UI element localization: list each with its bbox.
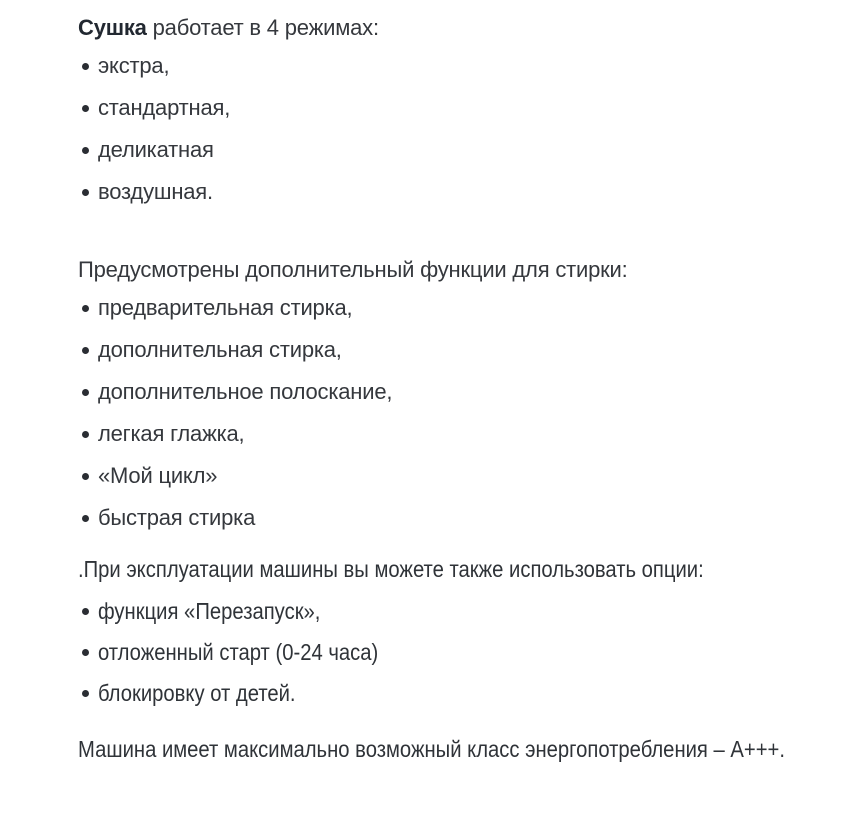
bullet-icon bbox=[82, 473, 89, 480]
wash-functions-heading: Предусмотрены дополнительный функции для стирки: bbox=[78, 257, 628, 282]
list-item bbox=[82, 464, 825, 488]
list-item bbox=[82, 640, 825, 664]
list-item-text: предварительная стирка, bbox=[98, 295, 353, 320]
bullet-icon bbox=[82, 389, 89, 396]
drying-modes-list bbox=[78, 54, 825, 204]
list-item-text: стандартная, bbox=[98, 95, 231, 120]
bullet-icon bbox=[82, 189, 89, 196]
bullet-icon bbox=[82, 649, 89, 656]
list-item bbox=[82, 599, 825, 623]
list-item-text: легкая глажка, bbox=[98, 421, 245, 446]
list-item bbox=[82, 681, 825, 705]
list-item-text: дополнительное полоскание, bbox=[98, 379, 393, 404]
bullet-icon bbox=[82, 515, 89, 522]
list-item bbox=[82, 180, 825, 204]
list-item-text: экстра, bbox=[98, 53, 170, 78]
list-item bbox=[82, 506, 825, 530]
usage-options-list bbox=[78, 599, 825, 705]
list-item-text: блокировку от детей. bbox=[98, 680, 296, 706]
list-item-text: воздушная. bbox=[98, 179, 213, 204]
bullet-icon bbox=[82, 147, 89, 154]
bullet-icon bbox=[82, 431, 89, 438]
bullet-icon bbox=[82, 690, 89, 697]
list-item bbox=[82, 54, 825, 78]
bullet-icon bbox=[82, 105, 89, 112]
list-item-text: отложенный старт (0-24 часа) bbox=[98, 639, 379, 665]
energy-class-note-text: Машина имеет максимально возможный класс энергопотребления – А+++. bbox=[78, 736, 785, 762]
bullet-icon bbox=[82, 305, 89, 312]
list-item bbox=[82, 296, 825, 320]
bullet-icon bbox=[82, 608, 89, 615]
list-item-text: «Мой цикл» bbox=[98, 463, 218, 488]
wash-functions-list bbox=[78, 296, 825, 530]
list-item bbox=[82, 96, 825, 120]
list-item bbox=[82, 338, 825, 362]
list-item-text: быстрая стирка bbox=[98, 505, 256, 530]
list-item bbox=[82, 138, 825, 162]
list-item-text: деликатная bbox=[98, 137, 214, 162]
drying-intro-paragraph bbox=[78, 14, 825, 42]
bullet-icon bbox=[82, 63, 89, 70]
drying-intro-bold: Сушка bbox=[78, 15, 147, 40]
list-item bbox=[82, 380, 825, 404]
list-item bbox=[82, 422, 825, 446]
usage-options-heading-text: .При эксплуатации машины вы можете также использовать опции: bbox=[78, 556, 704, 582]
drying-intro-text: работает в 4 режимах: bbox=[146, 15, 379, 40]
usage-options-heading bbox=[78, 555, 825, 584]
bullet-icon bbox=[82, 347, 89, 354]
energy-class-note bbox=[78, 735, 825, 763]
list-item-text: функция «Перезапуск», bbox=[98, 598, 321, 624]
list-item-text: дополнительная стирка, bbox=[98, 337, 342, 362]
